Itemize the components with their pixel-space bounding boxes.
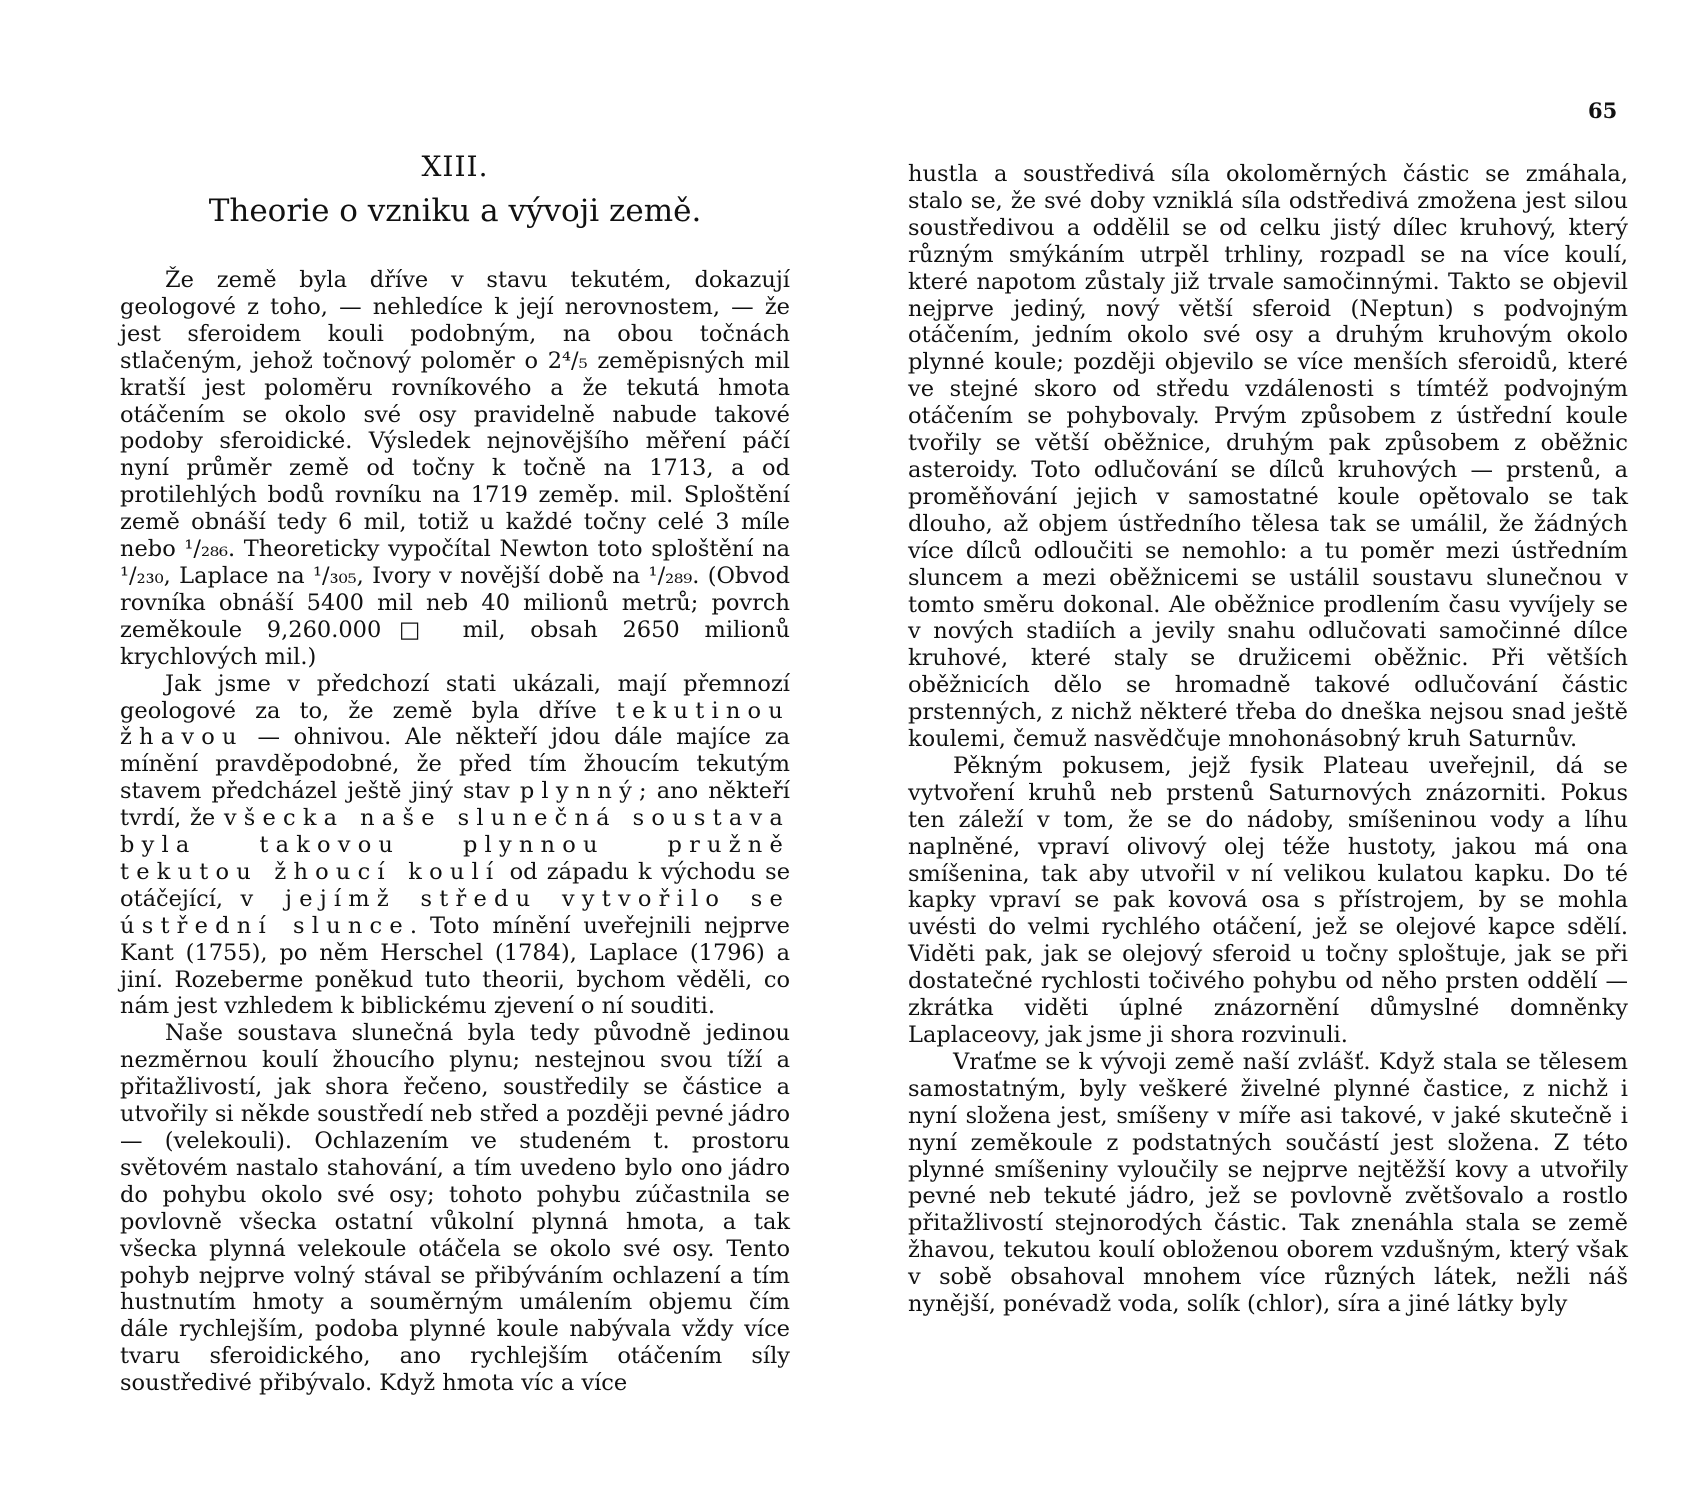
emphasis-central-sun: v jejímž středu vytvořilo se ústřední slunce — [120, 885, 791, 939]
chapter-number: XIII. — [421, 150, 489, 183]
page-number: 65 — [1588, 98, 1618, 123]
paragraph-planet-formation: hustla a soustředivá síla okoloměrných částic se zmáhala, stalo se, že své doby vzniklá síla odstředivá zmožena jest silou soustředivou a oddělil se od celku jistý dílec kruhový, který různým smýkáním utrpěl trhliny, rozpadl se na více koulí, které napotom zůstaly již trvale samočinnými. Takto se objevil nejprve jediný, nový větší sferoid (Neptun) s podvojným otáčením, jedním okolo své osy a druhým kruhovým okolo plynné koule; později objevilo se více menších sferoidů, které ve stejné skoro od středu vzdálenosti s tímtéž podvojným otáčením se pohybovaly. Prvým způsobem z ústřední koule tvořily se větší oběžnice, druhým pak způsobem z oběžnic asteroidy. Toto odlučování se dílců kruhových — prstenů, a proměňování jejich v samostatné koule opětovalo se tak dlouho, až objem ústředního tělesa tak se umálil, že žádných více dílců odloučiti se nemohlo: a tu poměr mezi ústředním sluncem a mezi oběžnicemi se ustálil soustavu slunečnou v tomto směru dokonal. Ale oběžnice prodlením času vyvíjely se v nových stadiích a jevily snahu odlučovati samočinné dílce kruhové, které staly se družicemi oběžnic. Při větších oběžnicích dělo se hromadně takové odlučování částic prstenných, z nichž některé třeba do dneška nejsou snad ještě koulemi, čemuž nasvědčuje mnohonásobný kruh Saturnův. — [908, 161, 1628, 753]
paragraph-plateau-experiment: Pěkným pokusem, jejž fysik Plateau uveřejnil, dá se vytvoření kruhů neb prstenů Saturnových znázorniti. Pokus ten záleží v tom, že se do nádoby, smíšeninou vody a líhu naplněné, vpraví olivový olej téže hustoty, jakou má ona smíšenina, tak aby utvořil v ní velikou kulatou kapku. Do té kapky vpraví se pak kovová osa s přístrojem, by se mohla uvésti do velmi rychlého otáčení, jež se olejové kapce sdělí. Viděti pak, jak se olejový sferoid u točny sploštuje, jak se při dostatečné rychlosti točivého pohybu od něho prsten oddělí — zkrátka viděti úplné znázornění důmyslné domněnky Laplaceovy, jak jsme ji shora rozvinuli. — [908, 752, 1628, 1048]
paragraph-solar-nebula: Naše soustava slunečná byla tedy původně jedinou nezměrnou koulí žhoucího plynu; nestejnou svou tíží a přitažlivostí, jak shora řečeno, soustředily se částice a utvořily si někde soustředí neb střed a později pevné jádro — (velekouli). Ochlazením ve studeném t. prostoru světovém nastalo stahování, a tím uvedeno bylo ono jádro do pohybu okolo své osy; tohoto pohybu zúčastnila se povlovně všecka ostatní vůkolní plynná hmota, a tak všecka plynná velekoule otáčela se okolo své osy. Tento pohyb nejprve volný stával se přibýváním ochlazení a tím hustnutím hmoty a souměrným umálením objemu čím dále rychlejším, podoba plynné koule nabývala vždy více tvaru sferoidického, ano rychlejším otáčením síly soustředivé přibývalo. Když hmota víc a více — [120, 1020, 790, 1397]
right-column — [908, 161, 1628, 1318]
paragraph-earth-shape: Že země byla dříve v stavu tekutém, dokazují geologové z toho, — nehledíce k její nerovnostem, — že jest sferoidem kouli podobným, na obou točnách stlačeným, jehož točnový poloměr o 2⁴/₅ zeměpisných mil kratší jest poloměru rovníkového a že tekutá hmota otáčením se okolo své osy pravidelně nabude takové podoby sferoidické. Výsledek nejnovějšího měření páčí nyní průměr země od točny k točně na 1713, a od protilehlých bodů rovníku na 1719 zeměp. mil. Sploštění země obnáší tedy 6 mil, totiž u každé točny celé 3 míle nebo ¹/₂₈₆. Theoreticky vypočítal Newton toto sploštění na ¹/₂₃₀, Laplace na ¹/₃₀₅, Ivory v novější době na ¹/₂₈₉. (Obvod rovníka obnáší 5400 mil neb 40 milionů metrů; povrch zeměkoule 9,260.000□ mil, obsah 2650 milionů krychlových mil.) — [120, 267, 790, 670]
emphasis-fluid-glowing: tekutinou žhavou — [120, 697, 790, 751]
emphasis-gaseous: plynný — [519, 778, 640, 805]
paragraph-earth-development: Vraťme se k vývoji země naší zvlášť. Když stala se tělesem samostatným, byly veškeré živelné plynné častice, z nichž i nyní složena jest, smíšeny v míře asi takové, v jaké skutečně i nyní zeměkoule z podstatných součástí jest složena. Z této plynné smíšeniny vyloučily se nejprve nejtěžší kovy a utvořily pevné neb tekuté jádro, jež se povlovně zvětšovalo a rostlo přitažlivostí stejnorodých částic. Tak znenáhla stala se země žhavou, tekutou koulí obloženou oborem vzdušným, který však v sobě obsahoval mnohem více různých látek, nežli náš nynější, ponévadž voda, solík (chlor), síra a jiné látky byly — [908, 1048, 1628, 1318]
chapter-title: Theorie o vzniku a vývoji země. — [208, 193, 702, 229]
paragraph-gaseous-theory: Jak jsme v předchozí stati ukázali, mají přemnozí geologové za to, že země byla dříve tekutinou žhavou — ohnivou. Ale někteří jdou dále majíce za mínění pravděpodobné, že před tím žhoucím tekutým stavem předcházel ještě jiný stav plynný; ano někteří tvrdí, že všecka naše slunečná soustava byla takovou plynnou pružně tekutou žhoucí koulí od západu k východu se otáčející, v jejímž středu vytvořilo se ústřední slunce. Toto mínění uveřejnili nejprve Kant (1755), po něm Herschel (1784), Laplace (1796) a jiní. Rozeberme poněkud tuto theorii, bychom věděli, co nám jest vzhledem k biblickému zjevení o ní souditi. — [120, 670, 791, 1020]
emphasis-solar-system-sphere: všecka naše slunečná soustava byla takovou plynnou pružně tekutou žhoucí koulí — [120, 805, 790, 885]
left-column — [120, 150, 790, 1397]
